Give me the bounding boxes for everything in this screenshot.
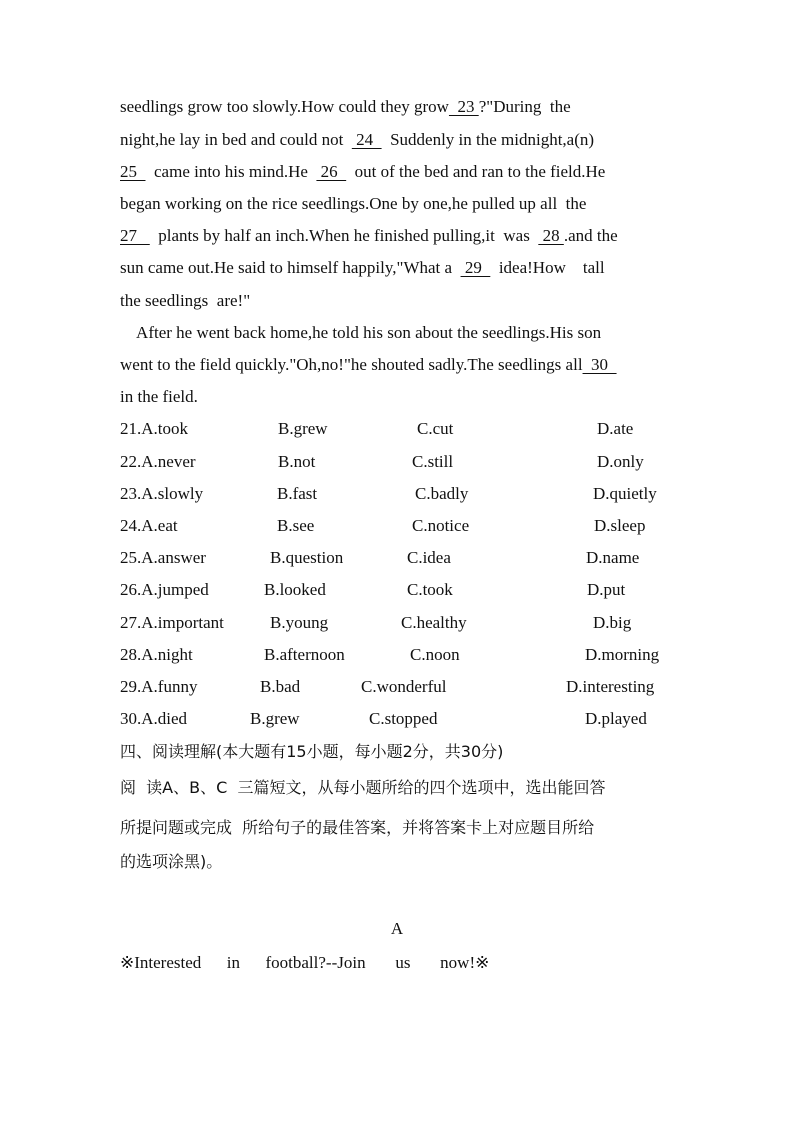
passage-line-1: seedlings grow too slowly.How could they grow 23 ?"During the [120,97,571,116]
question-option-a: 24.A.eat [120,516,178,535]
question-option-b: B.looked [264,580,326,599]
section-instructions-line-1: 阅 读A、B、C 三篇短文，从每小题所给的四个选项中，选出能回答 [120,778,606,797]
question-option-d: D.played [585,709,647,728]
question-option-a: 25.A.answer [120,548,206,567]
blank-28: 28 [538,226,564,245]
question-option-b: B.grew [278,419,328,438]
passage-line-10: in the field. [120,387,198,406]
section-heading: 四、阅读理解(本大题有15小题，每小题2分，共30分) [120,742,504,761]
question-option-c: C.noon [410,645,460,664]
passage-line-8: After he went back home,he told his son about the seedlings.His son [120,323,602,342]
question-option-a: 23.A.slowly [120,484,204,503]
section-instructions-line-3: 的选项涂黑)。 [120,852,223,871]
passage-line-5: 27 plants by half an inch.When he finished pulling,it was 28 .and the [120,226,618,245]
question-option-d: D.only [597,452,644,471]
question-option-d: D.morning [585,645,660,664]
question-option-a: 27.A.important [120,613,224,632]
question-option-d: D.put [587,580,626,599]
question-option-d: D.name [586,548,640,567]
section-instructions-line-2: 所提问题或完成 所给句子的最佳答案，并将答案卡上对应题目所给 [120,818,595,837]
question-option-c: C.cut [417,419,454,438]
passage-line-3: 25 came into his mind.He 26 out of the bed and ran to the field.He [120,162,606,181]
question-option-b: B.bad [260,677,301,696]
passage-line-4: began working on the rice seedlings.One by one,he pulled up all the [120,194,587,213]
question-option-a: 26.A.jumped [120,580,209,599]
question-option-d: D.interesting [566,677,655,696]
question-option-c: C.notice [412,516,470,535]
question-option-c: C.took [407,580,453,599]
blank-30: 30 [582,355,617,374]
question-option-c: C.badly [415,484,469,503]
question-option-a: 29.A.funny [120,677,198,696]
blank-29: 29 [460,258,491,277]
question-option-d: D.big [593,613,632,632]
question-option-b: B.fast [277,484,318,503]
question-option-a: 22.A.never [120,452,196,471]
passage-a-label: A [390,919,404,938]
question-option-a: 21.A.took [120,419,188,438]
question-option-c: C.wonderful [361,677,447,696]
question-option-b: B.young [270,613,329,632]
question-option-b: B.question [270,548,344,567]
passage-line-9: went to the field quickly."Oh,no!"he shouted sadly.The seedlings all 30 [120,355,617,374]
blank-26: 26 [316,162,347,181]
blank-25: 25 [120,162,146,181]
passage-line-7: the seedlings are!" [120,291,251,310]
question-option-b: B.see [277,516,315,535]
question-option-a: 30.A.died [120,709,188,728]
blank-23: 23 [448,97,479,116]
question-option-b: B.afternoon [264,645,345,664]
question-option-a: 28.A.night [120,645,193,664]
question-option-d: D.ate [597,419,634,438]
passage-line-2: night,he lay in bed and could not 24 Suddenly in the midnight,a(n) [120,130,595,149]
passage-a-title: ※Interested in football?--Join us now!※ [120,953,490,972]
passage-line-6: sun came out.He said to himself happily,"What a 29 idea!How tall [120,258,605,277]
question-option-c: C.healthy [401,613,467,632]
question-option-c: C.idea [407,548,451,567]
question-option-b: B.grew [250,709,300,728]
question-option-c: C.stopped [369,709,438,728]
blank-27: 27 [120,226,150,245]
question-option-b: B.not [278,452,316,471]
question-option-d: D.quietly [593,484,657,503]
blank-24: 24 [351,130,382,149]
question-option-d: D.sleep [594,516,646,535]
question-option-c: C.still [412,452,454,471]
